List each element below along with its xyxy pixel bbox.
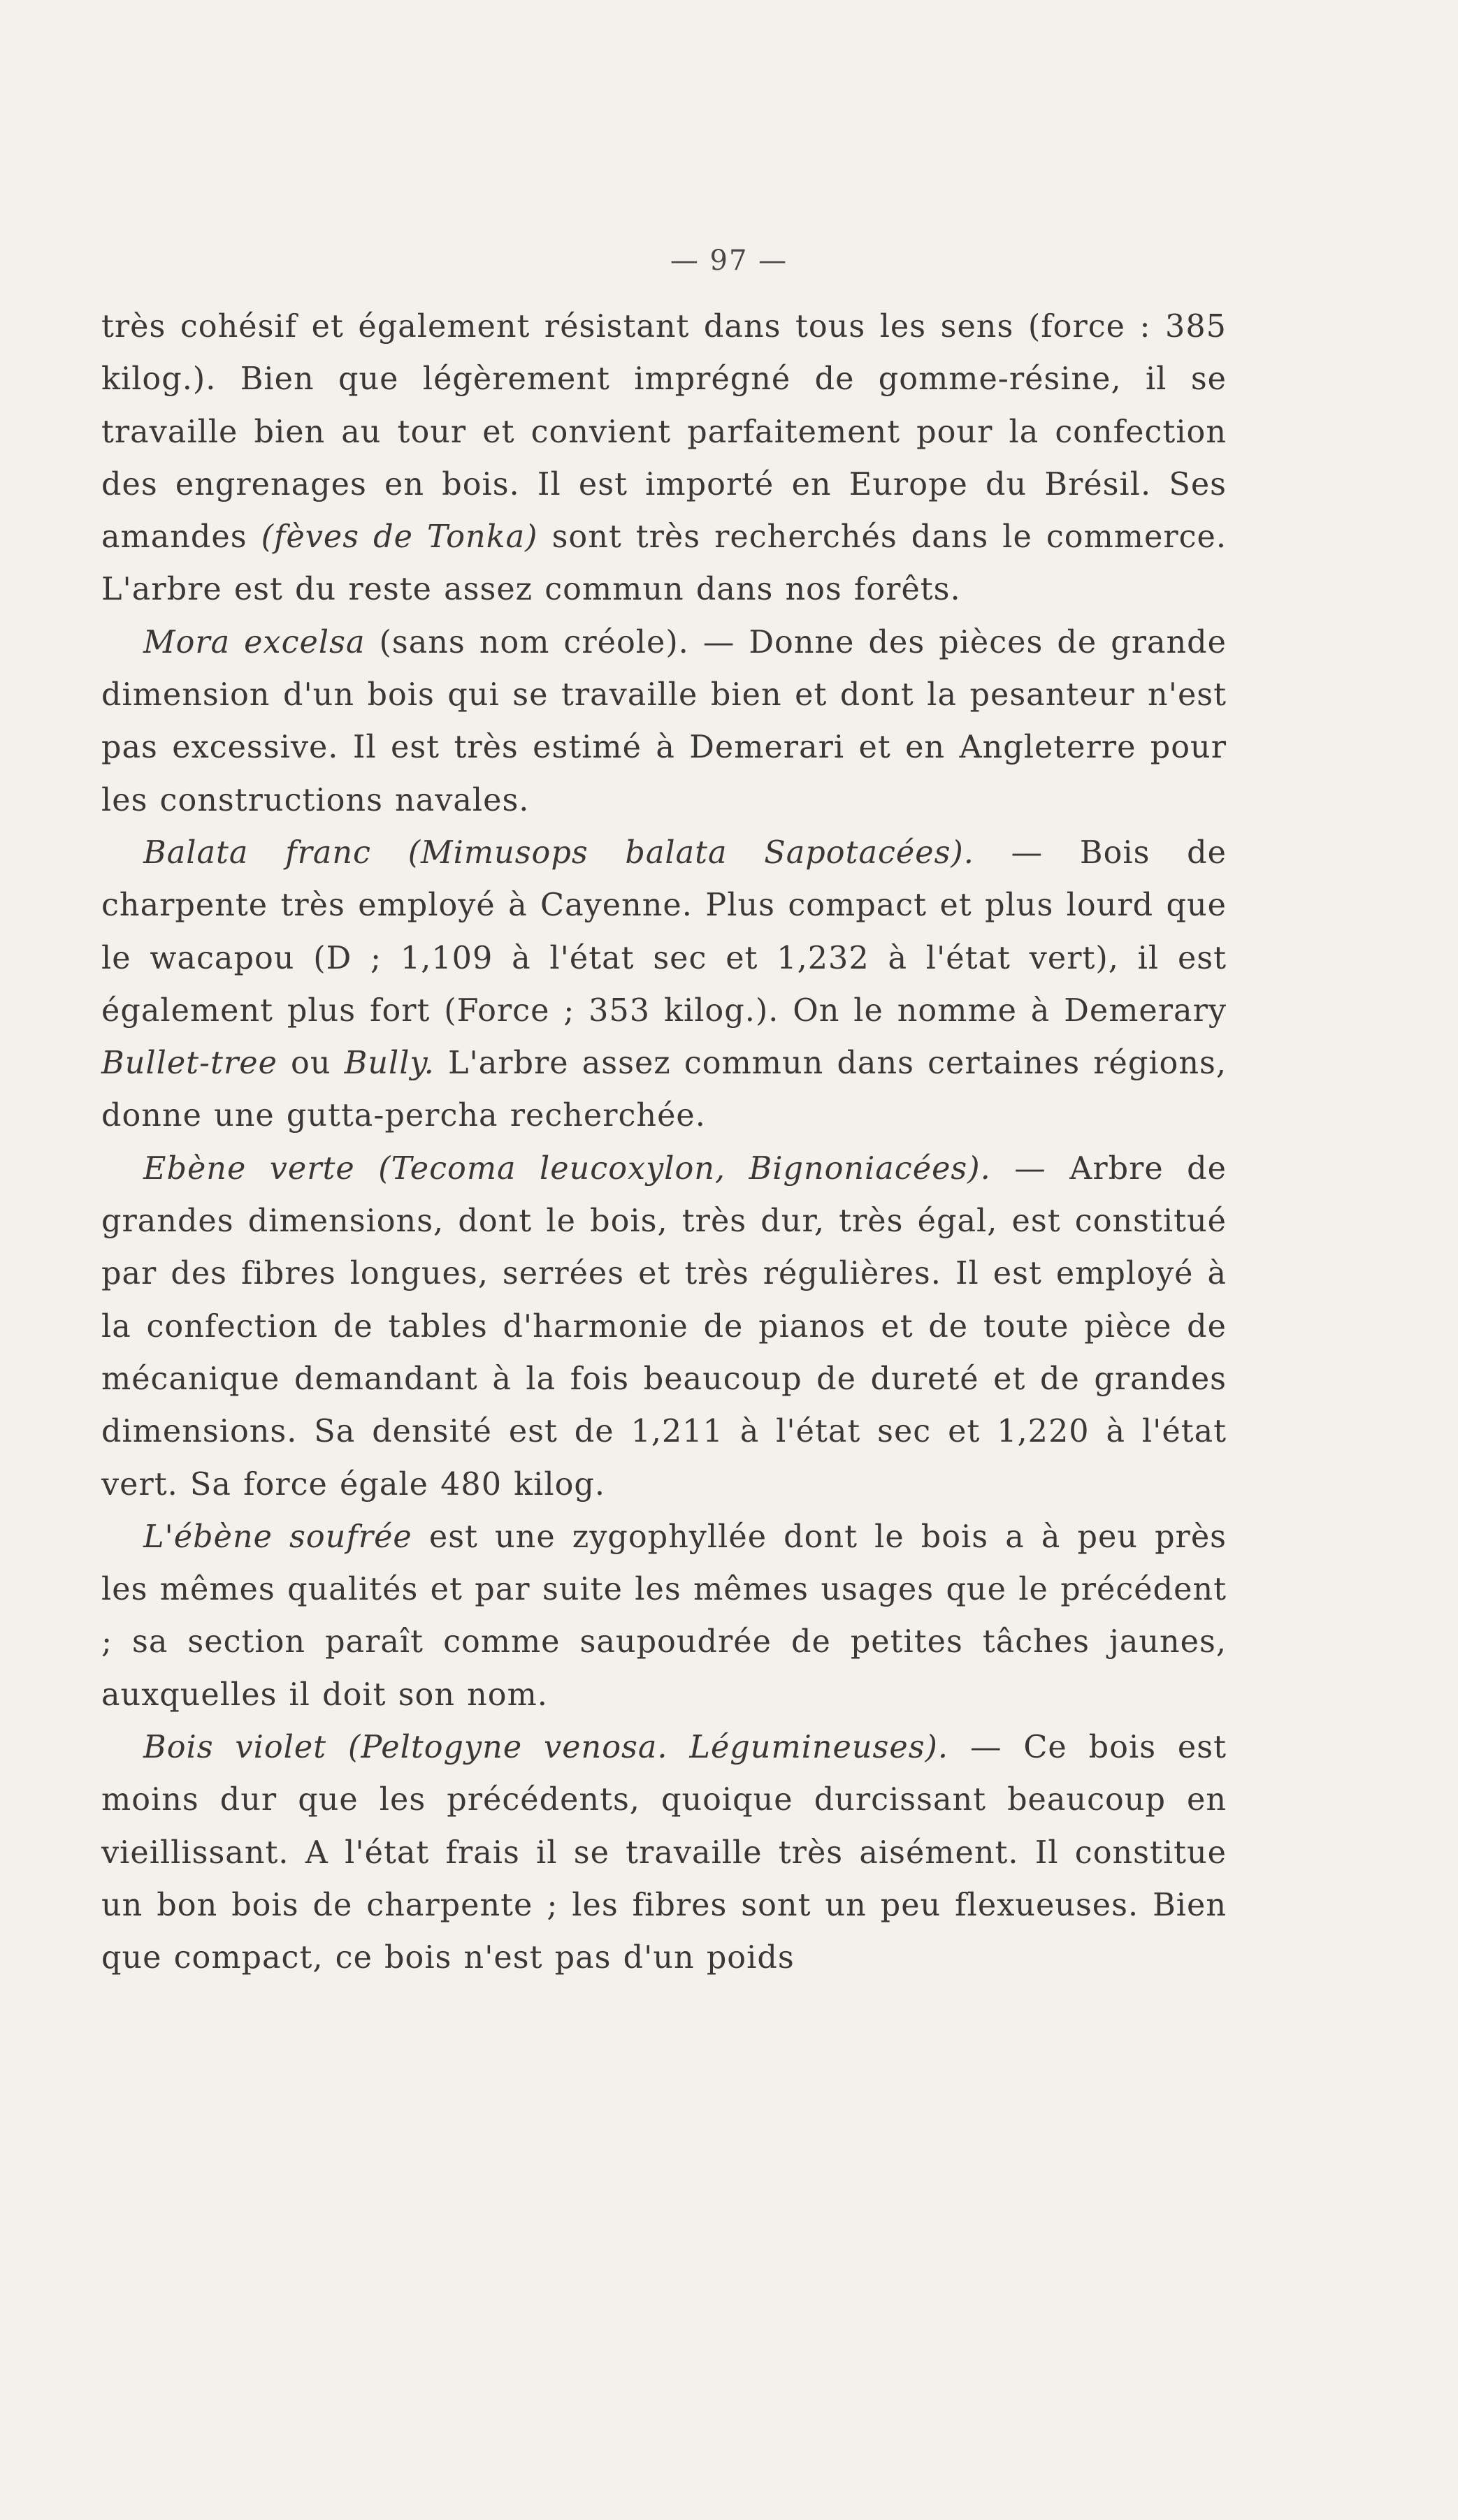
paragraph-4 bbox=[101, 1143, 1227, 1511]
text-segment: très cohésif et également résistant dans tous les sens (force : 385 kilog.). Bien que légèrement imprégné de gomme-résine, il se travaille bien au tour et convient parfaitement pour la confection des engrenages en bois. Il est importé en Europe du Brésil. Ses amandes bbox=[101, 309, 1227, 556]
body-text bbox=[101, 300, 1227, 1985]
paragraph-5 bbox=[101, 1511, 1227, 1721]
species-name: Balata franc (Mimusops balata Sapotacées). bbox=[143, 834, 974, 871]
text-segment: est une zygophyllée dont le bois a à peu près les mêmes qualités et par suite les mêmes usages que le précédent ; sa section paraît comme saupoudrée de petites tâches jaunes, auxquelles il doit son nom. bbox=[101, 1519, 1227, 1713]
text-segment: — Bois de charpente très employé à Cayenne. Plus compact et plus lourd que le wacapou (D ; 1,109 à l'état sec et 1,232 à l'état vert), il est également plus fort (Force ; 353 kilog.). On le nomme à Demerary bbox=[101, 834, 1227, 1029]
italic-term: Bully. bbox=[344, 1045, 435, 1082]
species-name: Ebène verte (Tecoma leucoxylon, Bignoniacées). bbox=[143, 1150, 991, 1187]
paragraph-6 bbox=[101, 1721, 1227, 1984]
species-name: Mora excelsa bbox=[143, 624, 366, 660]
page-number: — 97 — bbox=[670, 245, 788, 277]
paragraph-2 bbox=[101, 616, 1227, 827]
paragraph-1 bbox=[101, 300, 1227, 616]
text-segment: — Ce bois est moins dur que les précédents, quoique durcissant beaucoup en vieillissant. A l'état frais il se travaille très aisément. Il constitue un bon bois de charpente ; les fibres sont un peu flexueuses. Bien que compact, ce bois n'est pas d'un poids bbox=[101, 1730, 1227, 1976]
species-name: Bois violet (Peltogyne venosa. Légumineuses). bbox=[143, 1730, 949, 1766]
italic-term: (fèves de Tonka) bbox=[261, 519, 538, 556]
text-segment: sont très recherchés dans le commerce. L'arbre est du reste assez commun dans nos forêts. bbox=[101, 519, 1227, 608]
species-name: L'ébène soufrée bbox=[143, 1519, 412, 1555]
text-segment: — Arbre de grandes dimensions, dont le bois, très dur, très égal, est constitué par des fibres longues, serrées et très régulières. Il est employé à la confection de tables d'harmonie de pianos et de toute pièce de mécanique demandant à la fois beaucoup de dureté et de grandes dimensions. Sa densité est de 1,211 à l'état sec et 1,220 à l'état vert. Sa force égale 480 kilog. bbox=[101, 1150, 1227, 1502]
text-segment: L'arbre assez commun dans certaines régions, donne une gutta-percha recherchée. bbox=[101, 1045, 1227, 1134]
paragraph-3 bbox=[101, 827, 1227, 1143]
text-segment: ou bbox=[277, 1045, 345, 1082]
text-segment: (sans nom créole). — Donne des pièces de grande dimension d'un bois qui se travaille bien et dont la pesanteur n'est pas excessive. Il est très estimé à Demerari et en Angleterre pour les constructions navales. bbox=[101, 624, 1227, 818]
italic-term: Bullet-tree bbox=[101, 1045, 277, 1082]
